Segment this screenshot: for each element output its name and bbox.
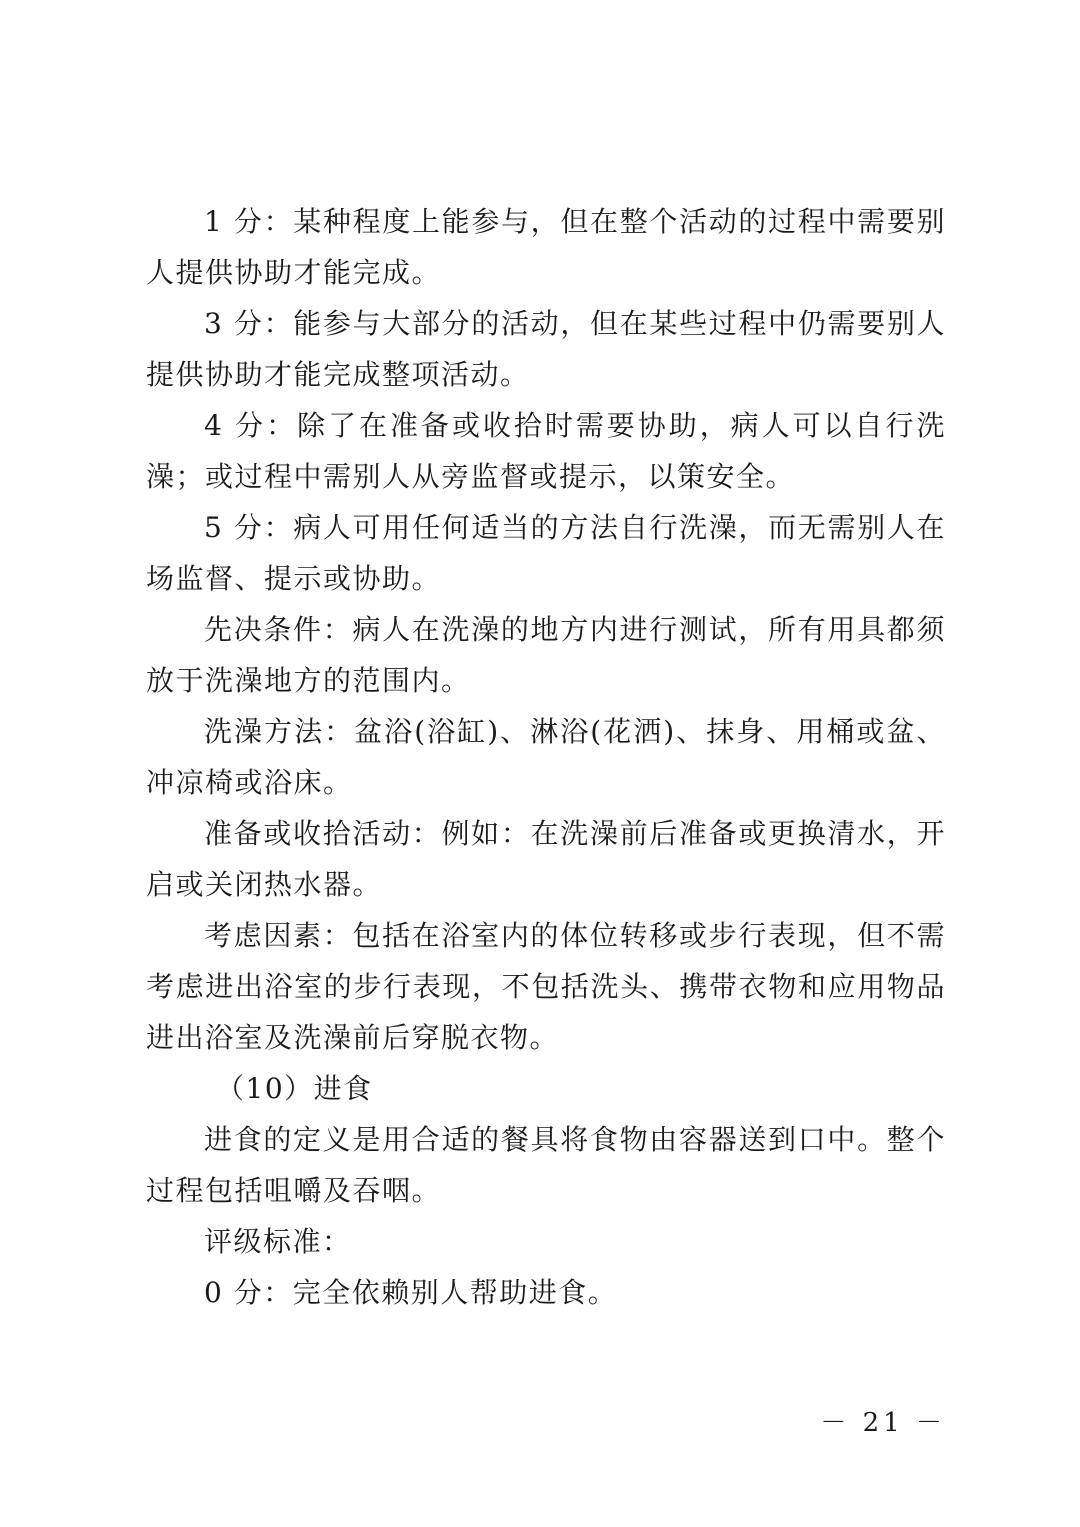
paragraph-score-5: 5 分：病人可用任何适当的方法自行洗澡，而无需别人在场监督、提示或协助。 xyxy=(146,511,946,595)
paragraph-eating-definition: 进食的定义是用合适的餐具将食物由容器送到口中。整个过程包括咀嚼及吞咽。 xyxy=(146,1123,946,1207)
paragraph-considerations: 考虑因素：包括在浴室内的体位转移或步行表现，但不需考虑进出浴室的步行表现，不包括洗头、携带衣物和应用物品进出浴室及洗澡前后穿脱衣物。 xyxy=(146,919,946,1054)
paragraph-score-0: 0 分：完全依赖别人帮助进食。 xyxy=(204,1276,618,1309)
paragraph-prerequisite: 先决条件：病人在洗澡的地方内进行测试，所有用具都须放于洗澡地方的范围内。 xyxy=(146,613,946,697)
paragraph-preparation: 准备或收拾活动：例如：在洗澡前后准备或更换清水，开启或关闭热水器。 xyxy=(146,817,946,901)
paragraph-score-4: 4 分：除了在准备或收拾时需要协助，病人可以自行洗澡；或过程中需别人从旁监督或提示，以策安全。 xyxy=(146,409,946,493)
paragraph-rating-criteria: 评级标准： xyxy=(204,1225,352,1258)
paragraph-score-3: 3 分：能参与大部分的活动，但在某些过程中仍需要别人提供协助才能完成整项活动。 xyxy=(146,307,946,391)
paragraph-score-1: 1 分：某种程度上能参与，但在整个活动的过程中需要别人提供协助才能完成。 xyxy=(146,205,946,289)
section-heading-eating: （10）进食 xyxy=(216,1072,373,1105)
page-number: － 21 － xyxy=(820,1408,946,1438)
document-body xyxy=(146,196,946,1318)
paragraph-bathing-methods: 洗澡方法：盆浴(浴缸)、淋浴(花洒)、抹身、用桶或盆、冲凉椅或浴床。 xyxy=(146,715,946,799)
